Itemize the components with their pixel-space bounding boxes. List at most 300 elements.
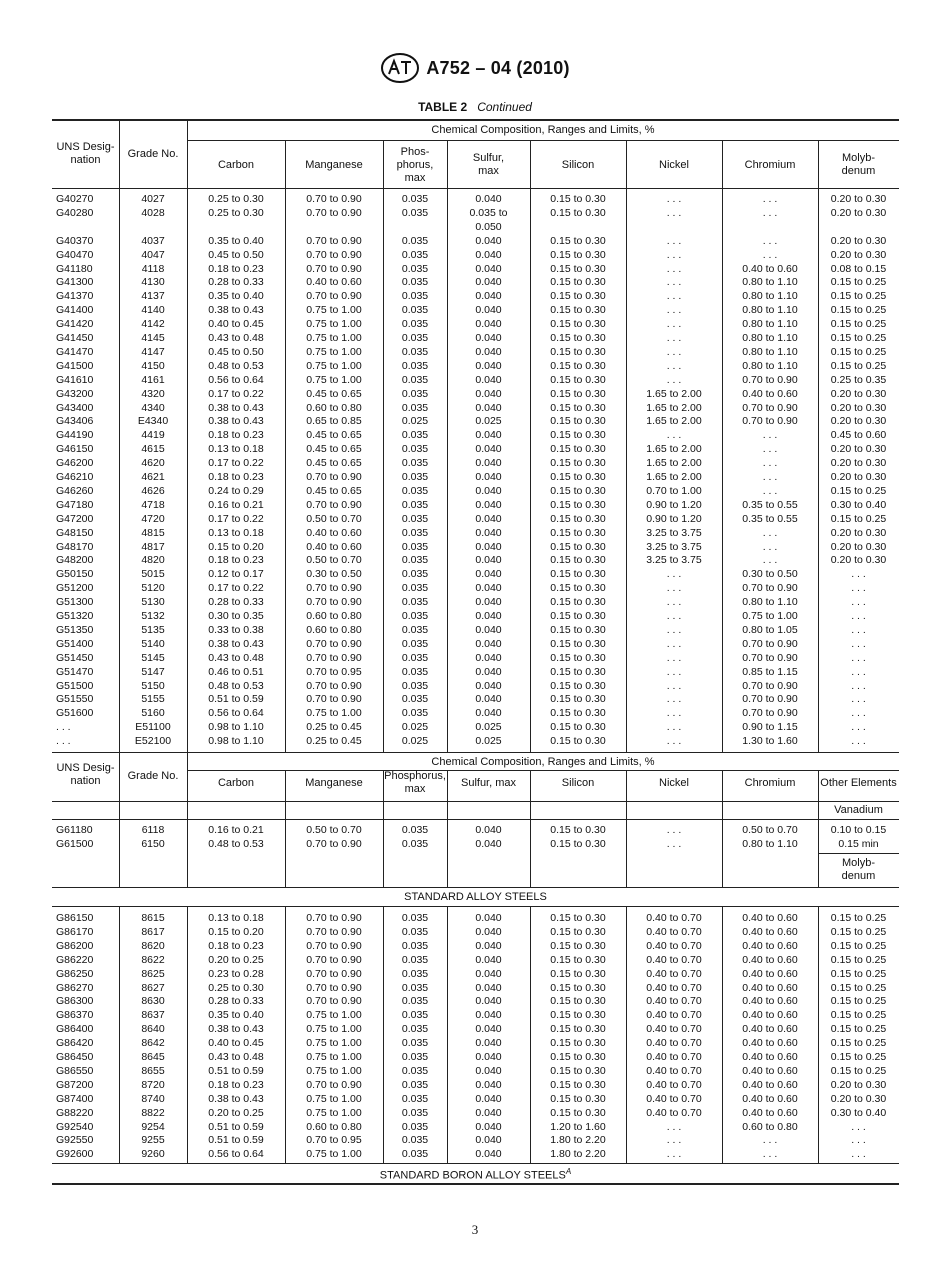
table-cell: 0.15 to 0.30 xyxy=(550,953,606,966)
table-cell: 0.18 to 0.23 xyxy=(208,1078,264,1091)
table-cell: G88220 xyxy=(56,1106,94,1119)
table-cell: 0.40 to 0.70 xyxy=(646,1064,702,1077)
table-cell: 4419 xyxy=(141,429,165,442)
table-cell: 0.40 to 0.45 xyxy=(208,318,264,331)
table-cell: 5155 xyxy=(141,693,165,706)
table-cell: 4815 xyxy=(141,526,165,539)
table-cell: 4137 xyxy=(141,290,165,303)
table-cell: 0.38 to 0.43 xyxy=(208,637,264,650)
table-cell: 0.35 to 0.55 xyxy=(742,498,798,511)
table-cell: 5015 xyxy=(141,568,165,581)
table-cell: G40370 xyxy=(56,234,94,247)
table-cell: 0.035 xyxy=(401,359,429,372)
column-divider xyxy=(383,819,384,887)
column-divider xyxy=(626,770,627,801)
table-cell: 0.040 xyxy=(475,276,502,289)
astm-logo xyxy=(380,52,420,84)
table-cell: 0.40 to 0.70 xyxy=(646,953,702,966)
table-cell: . . . xyxy=(56,721,71,734)
column-divider xyxy=(383,770,384,801)
table-cell: 0.035 xyxy=(401,387,429,400)
table-cell: G41400 xyxy=(56,304,94,317)
table-cell: . . . xyxy=(666,373,682,386)
table-cell: 0.70 to 0.90 xyxy=(306,596,362,609)
table-cell: 0.15 to 0.30 xyxy=(550,457,606,470)
table-cell: 0.25 to 0.45 xyxy=(306,735,362,748)
table-cell: 0.040 xyxy=(475,1134,502,1147)
table-cell: 0.15 to 0.25 xyxy=(830,290,887,303)
table-cell: . . . xyxy=(851,735,866,748)
table-row xyxy=(52,939,899,953)
table-cell: 0.40 to 0.70 xyxy=(646,1051,702,1063)
table-cell: G51470 xyxy=(56,665,94,678)
table-cell: 0.040 xyxy=(475,401,502,414)
table-cell: 0.80 to 1.10 xyxy=(742,318,798,331)
chromium-header-2: Chromium xyxy=(744,776,796,789)
column-divider xyxy=(530,770,531,801)
table-cell: 0.15 to 0.30 xyxy=(550,332,606,344)
table-cell: 0.56 to 0.64 xyxy=(208,707,264,720)
table-cell: 0.035 xyxy=(401,276,429,289)
column-divider xyxy=(119,752,120,801)
table-cell: 1.30 to 1.60 xyxy=(742,735,798,748)
table-cell: 8655 xyxy=(141,1064,165,1077)
table-cell: 0.035 xyxy=(401,1023,429,1036)
table-cell: 0.040 xyxy=(475,318,502,331)
table-cell: 0.15 to 0.25 xyxy=(830,512,887,525)
table-cell: 0.025 xyxy=(401,415,429,428)
table-cell: 0.15 to 0.30 xyxy=(550,596,606,609)
table-row xyxy=(52,1147,899,1161)
table-cell: 0.040 xyxy=(475,925,502,938)
table-cell: 4626 xyxy=(141,484,165,497)
table-cell: 0.025 xyxy=(475,735,502,748)
column-divider xyxy=(447,140,448,188)
table-cell: 0.40 to 0.60 xyxy=(742,387,798,400)
table-cell: G51350 xyxy=(56,623,94,636)
table-cell: 4718 xyxy=(141,498,165,511)
table-cell: G61180 xyxy=(56,824,93,836)
table-cell: 0.75 to 1.00 xyxy=(306,304,362,317)
table-cell: 0.70 to 0.90 xyxy=(742,693,798,706)
table-cell: 0.80 to 1.10 xyxy=(742,345,798,358)
table-cell: 0.040 xyxy=(475,967,502,980)
table-cell: 0.035 xyxy=(401,637,429,650)
table-cell: 0.15 to 0.30 xyxy=(550,651,606,664)
table-cell: 1.65 to 2.00 xyxy=(646,415,702,428)
table-cell: 0.38 to 0.43 xyxy=(208,415,264,428)
column-divider xyxy=(447,770,448,801)
table-cell: 0.16 to 0.21 xyxy=(208,824,264,836)
table-cell: 0.035 xyxy=(401,332,429,344)
footnote-marker: A xyxy=(565,1167,572,1176)
table-row xyxy=(52,925,899,939)
table-cell: 0.20 to 0.25 xyxy=(208,1106,264,1119)
table-cell: 0.70 to 0.90 xyxy=(306,651,362,664)
table-cell: . . . xyxy=(666,359,682,372)
table-cell: 0.40 to 0.70 xyxy=(646,1106,702,1119)
table-cell: 0.035 xyxy=(401,248,429,261)
table-cell: 0.20 to 0.30 xyxy=(830,443,887,456)
table-cell: . . . xyxy=(851,679,866,692)
table-row xyxy=(52,1064,899,1078)
table-cell: 8822 xyxy=(141,1106,165,1119)
table-cell: 4142 xyxy=(141,318,165,331)
section-rule-4 xyxy=(52,1163,899,1164)
table-cell: G44190 xyxy=(56,429,94,442)
table-row xyxy=(52,289,899,303)
table-cell: 0.040 xyxy=(475,332,502,344)
table-cell: 8615 xyxy=(141,912,165,924)
table-cell: 0.70 to 0.90 xyxy=(742,679,798,692)
table-cell: . . . xyxy=(666,193,682,205)
table-cell: 8622 xyxy=(141,953,165,966)
table-cell: 4147 xyxy=(141,345,165,358)
table-cell: 0.40 to 0.60 xyxy=(742,939,798,952)
table-cell: 0.20 to 0.30 xyxy=(830,248,887,261)
table-cell: G46200 xyxy=(56,457,94,470)
table-cell: 0.30 to 0.40 xyxy=(830,498,887,511)
nickel-header-2: Nickel xyxy=(659,776,689,789)
table-cell: 0.15 to 0.30 xyxy=(550,1051,606,1063)
table-cell: 0.80 to 1.10 xyxy=(742,304,798,317)
table-cell: G41180 xyxy=(56,262,93,275)
table-cell: 0.18 to 0.23 xyxy=(208,429,264,442)
table-cell: 5135 xyxy=(141,623,165,636)
silicon-header: Silicon xyxy=(561,158,595,171)
table-cell: 0.040 xyxy=(475,1064,502,1077)
column-divider xyxy=(285,140,286,188)
column-divider xyxy=(119,188,120,752)
table-cell: 0.15 to 0.25 xyxy=(830,981,887,994)
table-cell: 0.56 to 0.64 xyxy=(208,373,264,386)
table-cell: 0.040 xyxy=(475,512,502,525)
table-cell: . . . xyxy=(851,693,866,706)
table-cell: 0.035 xyxy=(401,838,429,850)
table-cell: 0.15 to 0.25 xyxy=(830,276,887,289)
column-divider xyxy=(818,906,819,1163)
table-cell: 0.35 to 0.40 xyxy=(208,290,264,303)
silicon-header-2: Silicon xyxy=(561,776,595,789)
table-cell: 0.40 to 0.60 xyxy=(742,1092,798,1105)
table-cell: 0.15 to 0.25 xyxy=(830,304,887,317)
column-divider xyxy=(187,801,188,819)
table-row xyxy=(52,248,899,262)
table-row xyxy=(52,1120,899,1134)
table-cell: 0.035 xyxy=(401,443,429,456)
table-cell: 8620 xyxy=(141,939,165,952)
table-cell: 0.40 to 0.70 xyxy=(646,1023,702,1036)
table-cell: 0.20 to 0.25 xyxy=(208,953,264,966)
table-cell: 5160 xyxy=(141,707,165,720)
table-cell: 0.40 to 0.60 xyxy=(742,1051,798,1063)
table-row xyxy=(52,637,899,651)
table-cell: E4340 xyxy=(137,415,169,428)
table-cell: . . . xyxy=(666,332,682,344)
table-cell: 0.90 to 1.15 xyxy=(742,721,798,734)
table-cell: 0.040 xyxy=(475,610,502,622)
table-cell: 0.15 to 0.30 xyxy=(550,1023,606,1036)
column-divider xyxy=(722,140,723,188)
table-cell: 5120 xyxy=(141,582,165,595)
table-cell: 0.15 to 0.30 xyxy=(550,318,606,331)
table-cell: 0.15 to 0.30 xyxy=(550,373,606,386)
table-cell: . . . xyxy=(666,651,682,664)
chem-header-rule-2 xyxy=(187,770,899,771)
table-cell: . . . xyxy=(851,1120,866,1133)
table-cell: 0.035 xyxy=(401,206,429,219)
table-cell: . . . xyxy=(762,471,778,483)
table-cell: . . . xyxy=(666,1134,682,1147)
table-cell: 0.035 xyxy=(401,429,429,442)
table-cell: 0.51 to 0.59 xyxy=(208,1064,264,1077)
table-cell: 0.40 to 0.70 xyxy=(646,1078,702,1091)
table-cell: 0.40 to 0.70 xyxy=(646,912,702,924)
grade-no-header: Grade No. xyxy=(127,147,179,160)
table-cell: 0.15 to 0.20 xyxy=(208,540,264,553)
table-cell: 9254 xyxy=(141,1120,165,1133)
table-cell: G41470 xyxy=(56,345,94,358)
table-cell: 0.035 xyxy=(401,1148,429,1161)
table-cell: 4620 xyxy=(141,457,165,470)
column-divider xyxy=(722,819,723,887)
table-cell: 0.70 to 0.90 xyxy=(742,415,798,428)
table-cell: 0.035 xyxy=(401,679,429,692)
table-continued: Continued xyxy=(477,100,532,114)
table-cell: 0.75 to 1.00 xyxy=(306,332,362,344)
table-cell: . . . xyxy=(762,206,778,219)
table-cell: 0.43 to 0.48 xyxy=(208,1051,264,1063)
table-cell: 0.040 xyxy=(475,1106,502,1119)
vanadium-subheader: Vanadium xyxy=(834,803,883,816)
column-divider xyxy=(383,801,384,819)
table-cell: 0.040 xyxy=(475,429,502,442)
table-cell: . . . xyxy=(762,193,778,205)
table-cell: 0.040 xyxy=(475,193,502,205)
table-cell: 0.035 xyxy=(401,610,429,622)
table-cell: 0.17 to 0.22 xyxy=(208,582,264,595)
table-cell: . . . xyxy=(56,735,71,748)
table-cell: 1.80 to 2.20 xyxy=(550,1148,606,1161)
table-cell: 0.035 xyxy=(401,1064,429,1077)
table-cell: 0.56 to 0.64 xyxy=(208,1148,264,1161)
table-cell: 0.40 to 0.70 xyxy=(646,1037,702,1050)
table-cell: 0.40 to 0.70 xyxy=(646,925,702,938)
table-cell: 0.15 to 0.30 xyxy=(550,526,606,539)
table-row xyxy=(52,953,899,967)
table-row xyxy=(52,303,899,317)
table-cell: 0.13 to 0.18 xyxy=(208,526,264,539)
table-cell: . . . xyxy=(762,540,778,553)
table-cell: 0.50 to 0.70 xyxy=(306,824,362,836)
chromium-header: Chromium xyxy=(744,158,796,171)
table-cell: 0.035 to xyxy=(469,206,508,219)
table-cell: 0.15 to 0.25 xyxy=(830,1009,887,1022)
table-cell: 0.40 to 0.60 xyxy=(742,1106,798,1119)
table-cell: 8720 xyxy=(141,1078,165,1091)
table-cell: 0.035 xyxy=(401,582,429,595)
table-cell: 0.70 to 0.90 xyxy=(306,981,362,994)
table-cell: 0.60 to 0.80 xyxy=(306,401,362,414)
table-cell: 0.035 xyxy=(401,1092,429,1105)
table-cell: 0.15 to 0.20 xyxy=(208,925,264,938)
column-divider xyxy=(285,188,286,752)
table-row xyxy=(52,331,899,345)
table-cell: . . . xyxy=(666,637,682,650)
table-cell: 0.15 to 0.30 xyxy=(550,276,606,289)
table-cell: 0.040 xyxy=(475,248,502,261)
table-cell: 4161 xyxy=(141,373,165,386)
table-cell: 0.035 xyxy=(401,1009,429,1022)
table-cell: 0.75 to 1.00 xyxy=(306,345,362,358)
table-cell: 0.035 xyxy=(401,953,429,966)
table-cell: 8637 xyxy=(141,1009,165,1022)
table-row xyxy=(52,692,899,706)
table-cell: 0.040 xyxy=(475,824,502,836)
table-cell: 0.15 to 0.30 xyxy=(550,707,606,720)
header-bottom-rule xyxy=(52,188,899,189)
table-cell: G86300 xyxy=(56,995,94,1008)
table-cell: G86550 xyxy=(56,1064,94,1077)
table-row xyxy=(52,581,899,595)
table-cell: 0.45 to 0.65 xyxy=(306,457,362,470)
table-cell: 0.15 to 0.25 xyxy=(830,939,887,952)
table-cell: 0.70 to 0.90 xyxy=(306,679,362,692)
table-cell: 0.70 to 0.90 xyxy=(306,925,362,938)
table-cell: 4150 xyxy=(141,359,165,372)
table-cell: 0.040 xyxy=(475,1023,502,1036)
table-cell: 0.10 to 0.15 xyxy=(830,824,887,836)
table-cell: 0.040 xyxy=(475,471,502,483)
table-cell: 0.040 xyxy=(475,995,502,1008)
table-bottom-rule xyxy=(52,1183,899,1185)
table-cell: 4140 xyxy=(141,304,165,317)
table-cell: 0.75 to 1.00 xyxy=(742,610,798,622)
table-cell: . . . xyxy=(762,457,778,470)
table-row xyxy=(52,401,899,415)
table-cell: 0.035 xyxy=(401,981,429,994)
table-cell: 0.15 to 0.30 xyxy=(550,1037,606,1050)
table-cell: 0.040 xyxy=(475,540,502,553)
table-cell: 0.035 xyxy=(401,824,429,836)
table-cell: 0.040 xyxy=(475,582,502,595)
table-cell: 0.040 xyxy=(475,981,502,994)
table-cell: 0.60 to 0.80 xyxy=(306,1120,362,1133)
table-cell: 0.040 xyxy=(475,596,502,609)
table-cell: 0.035 xyxy=(401,498,429,511)
page-number: 3 xyxy=(471,1222,479,1237)
table-cell: 0.035 xyxy=(401,484,429,497)
table-cell: 0.040 xyxy=(475,373,502,386)
table-cell: 0.75 to 1.00 xyxy=(306,1051,362,1063)
table-cell: . . . xyxy=(666,276,682,289)
table-cell: 0.15 to 0.30 xyxy=(550,623,606,636)
table-cell: 0.15 to 0.30 xyxy=(550,981,606,994)
uns-designation-header: UNS Desig- nation xyxy=(56,141,115,166)
table-cell: . . . xyxy=(666,665,682,678)
table-cell: 0.040 xyxy=(475,651,502,664)
table-cell: 0.40 to 0.60 xyxy=(742,1009,798,1022)
table-cell: 0.70 to 0.90 xyxy=(306,290,362,303)
section-rule-2 xyxy=(52,887,899,888)
chem-composition-header-2: Chemical Composition, Ranges and Limits, % xyxy=(431,755,655,768)
carbon-header: Carbon xyxy=(217,158,255,171)
table-cell: 0.15 to 0.30 xyxy=(550,206,606,219)
table-cell: G86200 xyxy=(56,939,94,952)
table-row xyxy=(52,345,899,359)
table-cell: 0.15 to 0.30 xyxy=(550,498,606,511)
table-cell: 0.035 xyxy=(401,373,429,386)
table-cell: 0.43 to 0.48 xyxy=(208,651,264,664)
table-cell: 0.15 to 0.25 xyxy=(830,332,887,344)
table-cell: G43200 xyxy=(56,387,94,400)
table-row xyxy=(52,665,899,679)
table-cell: 0.040 xyxy=(475,443,502,456)
table-cell: 0.75 to 1.00 xyxy=(306,707,362,720)
nickel-header: Nickel xyxy=(659,158,689,171)
table-cell: 0.70 to 0.95 xyxy=(306,665,362,678)
table-cell: 0.20 to 0.30 xyxy=(830,193,887,205)
table-cell: 0.15 to 0.30 xyxy=(550,995,606,1008)
table-cell: 1.65 to 2.00 xyxy=(646,457,702,470)
table-cell: 8627 xyxy=(141,981,165,994)
column-divider xyxy=(383,906,384,1163)
table-cell: 0.40 to 0.60 xyxy=(306,526,362,539)
table-cell: 0.15 to 0.30 xyxy=(550,838,606,850)
table-cell: . . . xyxy=(666,735,682,748)
table-cell: 9255 xyxy=(141,1134,165,1147)
table-cell: 0.40 to 0.70 xyxy=(646,981,702,994)
table-cell: 0.25 to 0.30 xyxy=(208,981,264,994)
table-row xyxy=(52,442,899,456)
table-cell: . . . xyxy=(666,707,682,720)
table-cell: 0.15 to 0.25 xyxy=(830,345,887,358)
table-cell: 0.90 to 1.20 xyxy=(646,512,702,525)
table-cell: 0.40 to 0.60 xyxy=(742,262,798,275)
table-cell: 0.15 to 0.25 xyxy=(830,318,887,331)
table-label: TABLE 2 xyxy=(418,100,468,114)
table-cell: 0.70 to 0.90 xyxy=(306,953,362,966)
table-cell: 0.85 to 1.15 xyxy=(742,665,798,678)
table-cell: 0.40 to 0.70 xyxy=(646,967,702,980)
table-cell: 0.15 to 0.30 xyxy=(550,1078,606,1091)
manganese-header: Manganese xyxy=(305,158,363,171)
table-cell: 0.30 to 0.40 xyxy=(830,1106,887,1119)
table-cell: 0.70 to 0.90 xyxy=(306,206,362,219)
table-cell: 5150 xyxy=(141,679,165,692)
table-caption xyxy=(0,100,950,114)
table-cell: 0.15 to 0.30 xyxy=(550,1064,606,1077)
table-cell: 0.40 to 0.45 xyxy=(208,1037,264,1050)
table-cell: 0.035 xyxy=(401,967,429,980)
table-cell: 0.040 xyxy=(475,568,502,581)
table-row xyxy=(52,1133,899,1147)
table-cell: 0.040 xyxy=(475,1120,502,1133)
column-divider xyxy=(119,119,120,188)
column-divider xyxy=(383,140,384,188)
table-cell: 0.15 to 0.25 xyxy=(830,967,887,980)
table-row xyxy=(52,823,899,837)
table-row xyxy=(52,1036,899,1050)
table-cell: 5147 xyxy=(141,665,165,678)
table-cell: 0.15 to 0.30 xyxy=(550,637,606,650)
carbon-header-2: Carbon xyxy=(217,776,255,789)
table-cell: G51550 xyxy=(56,693,94,706)
table-cell: . . . xyxy=(762,234,778,247)
table-cell: 0.15 to 0.25 xyxy=(830,1037,887,1050)
table-cell: 0.035 xyxy=(401,262,429,275)
table-cell: 5130 xyxy=(141,596,165,609)
